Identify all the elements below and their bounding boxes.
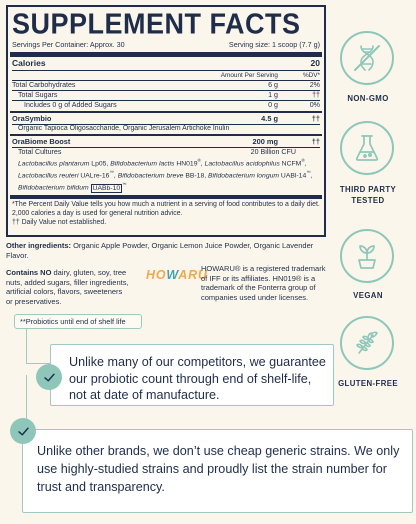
amount-header: Amount Per Serving (220, 71, 278, 79)
orasymbio-row (12, 113, 320, 124)
contains-no (6, 268, 130, 306)
badge-label-third-party-tested: THIRD PARTY TESTED (339, 185, 397, 205)
strain-species: Lactobacillus plantarum (18, 160, 90, 168)
servings-per-container: Servings Per Container: Approx. 30 (12, 40, 125, 49)
flask-icon (340, 121, 394, 175)
contains-no-label: Contains NO (6, 268, 52, 277)
connector-line (26, 329, 27, 364)
strain-transparency-box (22, 429, 413, 513)
strain-code: UABl-14 (279, 172, 307, 180)
orasymbio-description: Organic Tapioca Oligosaccharide, Organic Jerusalem Artichoke Inulin (18, 125, 230, 133)
amount-header-row (12, 71, 320, 80)
registered-mark: ® (197, 158, 201, 164)
strain-code: HN019 (174, 160, 198, 168)
orabiome-amount: 200 mg (252, 136, 278, 146)
other-ingredients (6, 241, 324, 260)
dv-header: %DV* (302, 71, 320, 79)
howaru-logo (146, 268, 208, 282)
howaru-logo-part: W (166, 268, 179, 282)
nutrient-row (12, 91, 320, 101)
calories-row (12, 57, 320, 70)
supplement-facts-panel (6, 5, 326, 237)
other-ingredients-label: Other ingredients: (6, 241, 72, 250)
nutrient-name: Includes 0 g of Added Sugars (24, 101, 117, 110)
orabiome-dv: †† (311, 136, 320, 146)
strain-code: BB-18, (183, 172, 209, 180)
shelf-life-guarantee-box (50, 344, 334, 406)
orasymbio-dv: †† (311, 113, 320, 123)
serving-info-row (12, 40, 320, 51)
orabiome-row (12, 136, 320, 147)
strain-code-highlight: UABb-10 (92, 184, 121, 192)
check-icon (36, 364, 62, 390)
dna-crossed-icon (340, 31, 394, 85)
calories-value: 20 (310, 58, 320, 68)
nutrient-amount: 1 g (268, 90, 278, 99)
nutrient-name: Total Carbohydrates (12, 80, 76, 89)
trademark-mark: ™ (306, 170, 311, 176)
strain-species: , Lactobacillus acidophilus (200, 160, 280, 168)
dv-footnote: *The Percent Daily Value tells you how much a nutrient in a serving of food contributes to a daily diet. 2,000 calories a day is used for general nutrition advice. (12, 201, 320, 218)
probiotic-note: **Probiotics until end of shelf life (14, 314, 142, 329)
nutrient-dv: 2% (309, 80, 320, 89)
orasymbio-name: OraSymbio (12, 113, 52, 123)
strain-code: UALre-16 (78, 172, 110, 180)
trademark-mark: ™ (122, 182, 127, 188)
plant-icon (340, 229, 394, 283)
nutrient-row (12, 81, 320, 91)
badge-label-gluten-free: GLUTEN-FREE (338, 379, 398, 388)
strain-code: NCFM (279, 160, 302, 168)
orasymbio-amount: 4.5 g (261, 113, 278, 123)
strain-species: Bifidobacterium lactis (110, 160, 175, 168)
nutrient-dv: †† (312, 90, 320, 99)
strain-code: Lp05, (89, 160, 111, 168)
cultures-list (12, 157, 320, 194)
shelf-life-guarantee-text: Unlike many of our competitors, we guarantee our probiotic count through end of shelf-life, not at date of manufacture. (69, 355, 326, 402)
trademark-mark: ™ (109, 170, 114, 176)
strain-species: , Lactobacillus reuteri (18, 160, 307, 180)
strain-species: , Bifidobacterium bifidum (18, 172, 313, 192)
wheat-icon (340, 316, 394, 370)
contains-no-text: dairy, gluten, soy, tree nuts, added sugars, filler ingredients, artificial colors, flavors, sweeteners or preservatives. (6, 268, 129, 306)
total-cultures-row (12, 148, 320, 158)
strain-transparency-text: Unlike other brands, we don’t use cheap generic strains. We only use highly-studied strains and proudly list the strain number for trust and transparency. (37, 444, 400, 494)
total-cultures-amount: 20 Billion CFU (250, 147, 296, 156)
supplement-facts-title: SUPPLEMENT FACTS (12, 8, 301, 40)
total-cultures-label: Total Cultures (18, 147, 62, 156)
strain-species: , Bifidobacterium breve (113, 172, 184, 180)
dv-not-established-note: †† Daily Value not established. (12, 219, 107, 227)
calories-label: Calories (12, 58, 46, 68)
registered-mark: ® (301, 158, 305, 164)
other-ingredients-text: Organic Apple Powder, Organic Lemon Juice Powder, Organic Lavender Flavor. (6, 241, 314, 260)
nutrient-row (12, 101, 320, 111)
nutrient-amount: 0 g (268, 101, 278, 110)
badge-label-vegan: VEGAN (353, 291, 383, 300)
spacer (296, 148, 320, 158)
orabiome-name: OraBiome Boost (12, 136, 71, 146)
trademark-notice: HOWARU® is a registered trademark of IFF or its affiliates. HN019® is a trademark of the Fonterra group of companies used under licenses. (201, 264, 326, 302)
serving-size: Serving size: 1 scoop (7.7 g) (228, 40, 320, 49)
strain-species: Bifidobacterium longum (208, 172, 280, 180)
check-icon (10, 418, 36, 444)
badge-label-non-gmo: NON-GMO (347, 94, 389, 103)
howaru-logo-part: HO (146, 268, 167, 282)
nutrient-dv: 0% (309, 101, 320, 110)
howaru-logo-part: ARU (178, 268, 208, 282)
nutrient-name: Total Sugars (18, 90, 58, 99)
nutrient-amount: 6 g (268, 80, 278, 89)
